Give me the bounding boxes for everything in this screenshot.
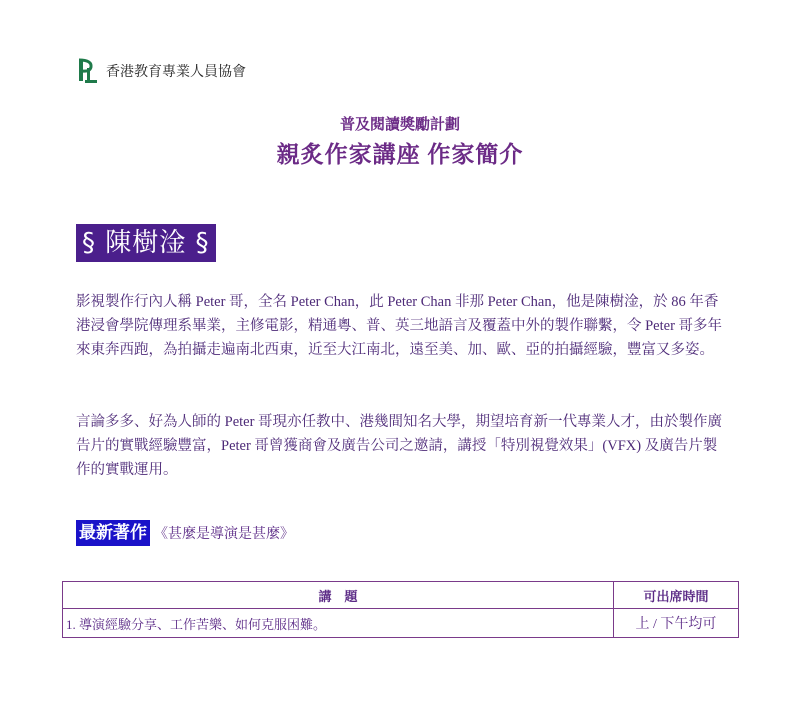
talk-topics-table	[62, 581, 739, 638]
header	[76, 58, 246, 84]
organization-name: 香港教育專業人員協會	[106, 65, 246, 80]
page-title: 親炙作家講座 作家簡介	[276, 142, 524, 167]
column-header-topic: 講 題	[63, 582, 614, 609]
program-subtitle: 普及閱讀獎勵計劃	[339, 117, 460, 133]
bio-paragraph-1: 影視製作行內人稱 Peter 哥，全名 Peter Chan，此 Peter Chan 非那 Peter Chan，他是陳樹淦，於 86 年香港浸會學院傳理系畢業，主修電影，精通粵、普、英三地語言及覆蓋中外的製作聯繫，令 Peter 哥多年來東奔西跑，為拍攝走遍南北西東，近至大江南北，遠至美、加、歐、亞的拍攝經驗，豐富又多姿。	[76, 294, 723, 358]
association-logo-icon	[76, 58, 98, 84]
table-header-row	[63, 582, 739, 609]
availability-cell: 上 / 下午均可	[614, 609, 739, 638]
latest-work-title: 《甚麼是導演是甚麼》	[154, 527, 294, 542]
column-header-availability: 可出席時間	[614, 582, 739, 609]
latest-work-row	[76, 520, 294, 546]
bio-paragraph-2: 言論多多、好為人師的 Peter 哥現亦任教中、港幾間知名大學，期望培育新一代專業人才，由於製作廣告片的實戰經驗豐富，Peter 哥曾獲商會及廣告公司之邀請，講授「特別視覺效果」(VFX) 及廣告片製作的實戰運用。	[76, 414, 723, 478]
latest-work-label: 最新著作	[76, 520, 150, 546]
table-row	[63, 609, 739, 638]
author-name-banner: § 陳樹淦 §	[76, 224, 216, 262]
topic-cell: 1. 導演經驗分享、工作苦樂、如何克服困難。	[63, 609, 614, 638]
